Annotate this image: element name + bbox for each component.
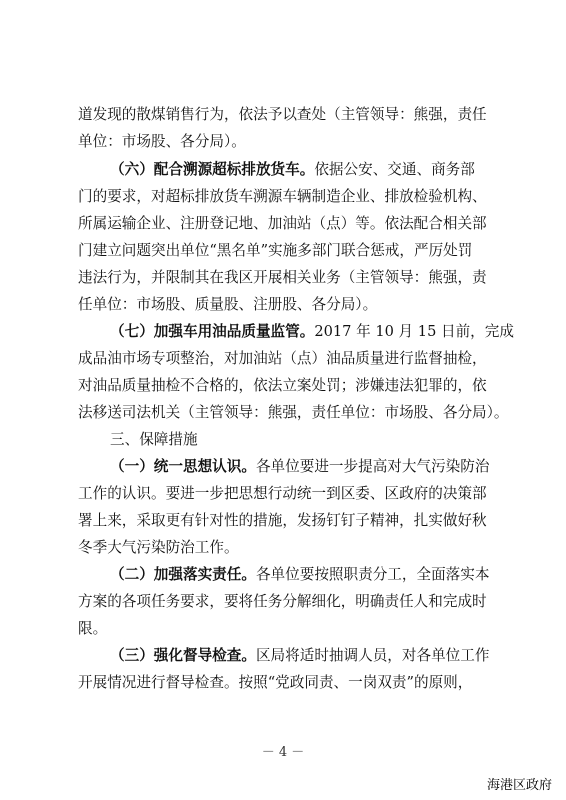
text-line: 任单位：市场股、质量股、注册股、各分局）。 [78, 296, 378, 313]
text-line: 所属运输企业、注册登记地、加油站（点）等。依法配合相关部 [78, 215, 487, 232]
paragraph-first-line [110, 456, 504, 478]
text-line: 门建立问题突出单位“黑名单”实施多部门联合惩戒，严厉处罚 [78, 242, 473, 259]
text-run: 各单位要进一步提高对大气污染防治 [255, 458, 490, 475]
text-line: 单位：市场股、各分局）。 [78, 133, 246, 150]
page-number: － 4 － [261, 745, 305, 760]
paragraph-first-line [110, 645, 504, 667]
text-line: 署上来，采取更有针对性的措施，发扬钉钉子精神，扎实做好秋 [78, 512, 487, 529]
subsection-heading-2: （二）加强落实责任。 [110, 566, 256, 583]
text-line: 对油品质量抽检不合格的，依法立案处罚；涉嫌违法犯罪的，依 [78, 377, 487, 394]
text-line: 限。 [78, 620, 108, 637]
paragraph-first-line [110, 159, 504, 181]
source-watermark: 海港区政府 [486, 778, 552, 793]
text-line: 违法行为，并限制其在我区开展相关业务（主管领导：熊强，责 [78, 269, 487, 286]
text-line: 成品油市场专项整治，对加油站（点）油品质量进行监督抽检， [78, 350, 487, 367]
subsection-heading-3: （三）强化督导检查。 [110, 647, 256, 664]
text-line: 门的要求，对超标排放货车溯源车辆制造企业、排放检验机构、 [78, 188, 487, 205]
text-run: 依据公安、交通、商务部 [314, 161, 475, 178]
text-run: 区局将适时抽调人员，对各单位工作 [255, 647, 490, 664]
paragraph-first-line [110, 321, 514, 343]
subsection-heading-1: （一）统一思想认识。 [110, 458, 256, 475]
text-line: 冬季大气污染防治工作。 [78, 539, 239, 556]
text-line: 工作的认识。要进一步把思想行动统一到区委、区政府的决策部 [78, 485, 487, 502]
section-heading-7: （七）加强车用油品质量监管。 [110, 323, 315, 340]
paragraph-first-line [110, 564, 504, 586]
text-run: 各单位要按照职责分工，全面落实本 [255, 566, 490, 583]
text-line: 开展情况进行督导检查。按照“党政同责、一岗双责”的原则， [78, 674, 473, 691]
text-line: 道发现的散煤销售行为，依法予以查处（主管领导：熊强，责任 [78, 106, 487, 123]
section-heading-3: 三、保障措施 [110, 431, 198, 448]
text-run: 2017 年 10 月 15 日前，完成 [314, 323, 514, 340]
text-line: 法移送司法机关（主管领导：熊强，责任单位：市场股、各分局）。 [78, 404, 509, 421]
text-line: 方案的各项任务要求，要将任务分解细化，明确责任人和完成时 [78, 593, 487, 610]
section-heading-6: （六）配合溯源超标排放货车。 [110, 161, 315, 178]
